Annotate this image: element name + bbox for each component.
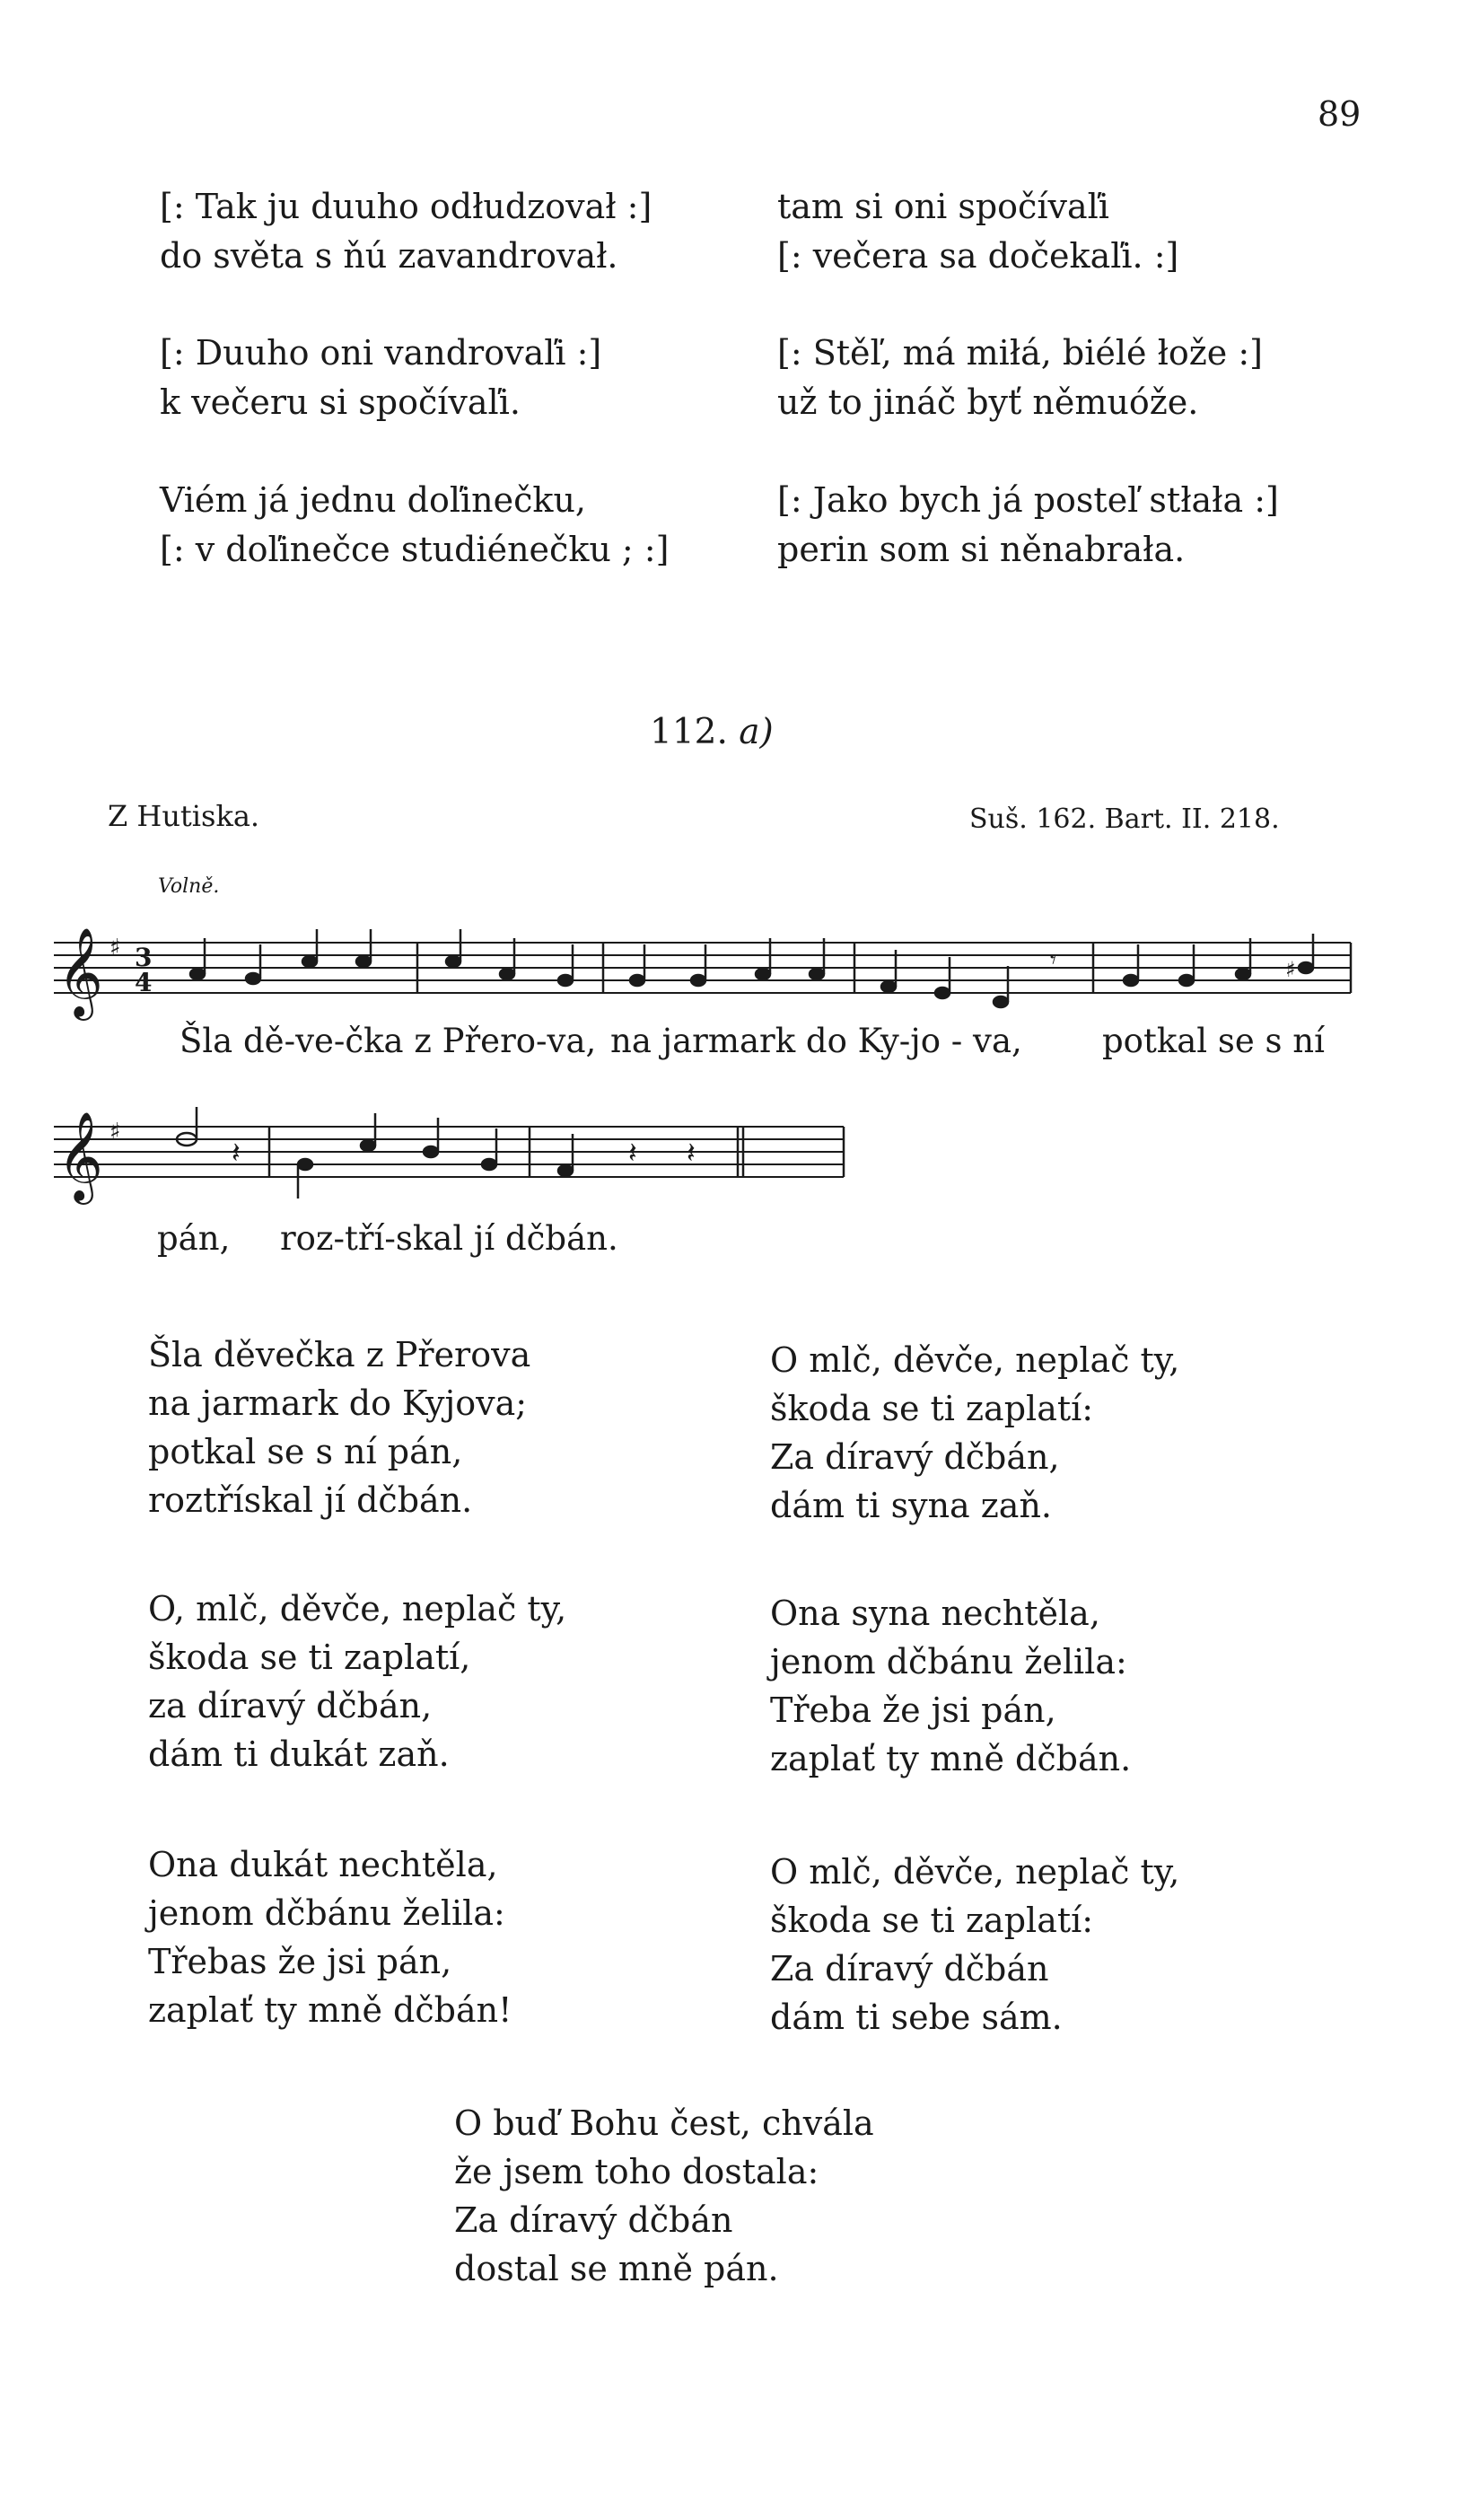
note bbox=[446, 956, 460, 967]
note bbox=[482, 1159, 496, 1170]
note bbox=[810, 969, 824, 979]
verse-line: [: Jako bych já posteľ stłała :] bbox=[777, 480, 1279, 520]
verse-right-2 bbox=[770, 1589, 1131, 1783]
lyric-segment: Šla dě-ve-čka z Přero-va, bbox=[180, 1022, 597, 1060]
note bbox=[1124, 975, 1138, 986]
verse-line: [: Tak ju duuho odłudzovał :] bbox=[160, 187, 652, 226]
verse-line: zaplať ty mně dčbán! bbox=[148, 1990, 512, 2030]
music-staff-2 bbox=[54, 1109, 853, 1216]
verse-left-2 bbox=[148, 1585, 566, 1778]
quarter-rest-icon: 𝄽 bbox=[628, 1136, 637, 1170]
treble-clef-icon: 𝄞 bbox=[57, 1111, 103, 1201]
treble-clef-icon: 𝄞 bbox=[57, 927, 103, 1017]
lyric-segment: roz-tří-skal jí dčbán. bbox=[280, 1219, 618, 1258]
verse-line: zaplať ty mně dčbán. bbox=[770, 1739, 1132, 1778]
tempo-marking: Volně. bbox=[158, 875, 220, 898]
verse-line: [: večera sa dočekaľi. :] bbox=[777, 236, 1179, 276]
note bbox=[1299, 962, 1313, 973]
quarter-rest-icon: 𝄽 bbox=[687, 1136, 696, 1170]
verse-line: dám ti sebe sám. bbox=[770, 1998, 1063, 2037]
song-number-value: 112. bbox=[650, 712, 728, 752]
verse-line: jenom dčbánu želila: bbox=[148, 1893, 505, 1933]
time-signature-bottom: 4 bbox=[135, 968, 153, 997]
page-number: 89 bbox=[1318, 94, 1362, 134]
verse-line: škoda se ti zaplatí: bbox=[770, 1901, 1094, 1940]
verse-line: za díravý dčbán, bbox=[148, 1686, 433, 1725]
verse-line: [: v doľinečce studiénečku ; :] bbox=[160, 530, 670, 569]
verse-line: O mlč, děvče, neplač ty, bbox=[770, 1340, 1180, 1380]
note bbox=[630, 975, 644, 986]
verse-right-1 bbox=[770, 1336, 1179, 1530]
verse-line: Třebas že jsi pán, bbox=[148, 1942, 452, 1981]
verse-line: potkal se s ní pán, bbox=[148, 1432, 463, 1471]
song-variant: a) bbox=[739, 712, 774, 752]
song-number bbox=[650, 712, 774, 752]
final-verse bbox=[454, 2099, 874, 2293]
note bbox=[881, 981, 896, 992]
music-staff-1 bbox=[54, 925, 1364, 1032]
lyrics-line-1b bbox=[610, 1022, 1022, 1060]
verse-left-1 bbox=[148, 1330, 530, 1524]
verse-line: Třeba že jsi pán, bbox=[770, 1690, 1056, 1730]
lyric-segment: na jarmark do Ky-jo - va, bbox=[610, 1022, 1022, 1060]
lyrics-line-2b bbox=[280, 1219, 618, 1258]
verse-line: Za díravý dčbán, bbox=[770, 1437, 1060, 1477]
song-origin: Z Hutiska. bbox=[108, 799, 260, 833]
verse-line: Šla děvečka z Přerova bbox=[148, 1335, 531, 1374]
note bbox=[558, 1165, 573, 1176]
top-stanza-left-2 bbox=[160, 329, 601, 427]
verse-right-3 bbox=[770, 1848, 1179, 2041]
note bbox=[190, 969, 205, 979]
lyrics-line-1 bbox=[180, 1022, 596, 1060]
note bbox=[298, 1159, 312, 1170]
lyric-segment: pán, bbox=[157, 1219, 231, 1258]
verse-line: škoda se ti zaplatí: bbox=[770, 1389, 1094, 1428]
verse-line: dám ti syna zaň. bbox=[770, 1486, 1053, 1525]
note bbox=[994, 997, 1008, 1007]
verse-line: tam si oni spočívaľi bbox=[777, 187, 1109, 226]
verse-line: Viém já jednu doľinečku, bbox=[160, 480, 586, 520]
verse-line: k večeru si spočívaľi. bbox=[160, 382, 521, 422]
verse-line: Za díravý dčbán bbox=[770, 1949, 1049, 1989]
time-signature-top: 3 bbox=[135, 943, 153, 972]
note bbox=[1179, 975, 1194, 986]
note bbox=[302, 956, 317, 967]
top-stanza-right-3 bbox=[777, 476, 1279, 575]
quarter-rest-icon: 𝄽 bbox=[232, 1136, 241, 1170]
verse-line: O buď Bohu čest, chvála bbox=[454, 2103, 874, 2143]
lyrics-line-1c bbox=[1102, 1022, 1325, 1060]
note bbox=[246, 973, 260, 984]
top-stanza-right-1 bbox=[777, 182, 1178, 281]
note bbox=[500, 969, 514, 979]
note bbox=[424, 1146, 438, 1157]
note bbox=[1236, 969, 1250, 979]
verse-line: Ona dukát nechtěla, bbox=[148, 1845, 498, 1884]
verse-line: perin som si něnabrała. bbox=[777, 530, 1186, 569]
verse-line: dám ti dukát zaň. bbox=[148, 1734, 450, 1774]
verse-line: dostal se mně pán. bbox=[454, 2249, 779, 2288]
key-sharp-icon: ♯ bbox=[109, 935, 121, 961]
verse-line: škoda se ti zaplatí, bbox=[148, 1638, 471, 1677]
verse-line: roztřískal jí dčbán. bbox=[148, 1480, 473, 1520]
sharp-accidental-icon: ♯ bbox=[1285, 957, 1296, 982]
verse-line: [: Duuho oni vandrovaľi :] bbox=[160, 333, 602, 373]
top-stanza-left-1 bbox=[160, 182, 652, 281]
verse-line: O, mlč, děvče, neplač ty, bbox=[148, 1589, 567, 1629]
note bbox=[756, 969, 770, 979]
verse-line: jenom dčbánu želila: bbox=[770, 1642, 1127, 1681]
song-references: Suš. 162. Bart. II. 218. bbox=[969, 803, 1280, 835]
verse-line: O mlč, děvče, neplač ty, bbox=[770, 1852, 1180, 1892]
note bbox=[935, 988, 950, 998]
note bbox=[558, 975, 573, 986]
top-stanza-right-2 bbox=[777, 329, 1263, 427]
verse-line: Za díravý dčbán bbox=[454, 2200, 733, 2240]
verse-line: na jarmark do Kyjova; bbox=[148, 1383, 528, 1423]
top-stanza-left-3 bbox=[160, 476, 669, 575]
verse-line: už to jináč byť němuóže. bbox=[777, 382, 1199, 422]
staff-lines bbox=[54, 1127, 844, 1177]
note bbox=[361, 1140, 375, 1151]
note bbox=[356, 956, 371, 967]
note bbox=[691, 975, 705, 986]
key-sharp-icon: ♯ bbox=[109, 1119, 121, 1146]
verse-line: Ona syna nechtěla, bbox=[770, 1594, 1100, 1633]
eighth-rest-icon: 𝄾 bbox=[1050, 947, 1056, 974]
verse-line: do světa s ňú zavandrovał. bbox=[160, 236, 618, 276]
lyric-segment: potkal se s ní bbox=[1102, 1022, 1325, 1060]
lyrics-line-2 bbox=[157, 1219, 230, 1258]
verse-line: že jsem toho dostala: bbox=[454, 2152, 819, 2191]
verse-left-3 bbox=[148, 1840, 512, 2034]
verse-line: [: Stěľ, má miłá, biélé łože :] bbox=[777, 333, 1263, 373]
